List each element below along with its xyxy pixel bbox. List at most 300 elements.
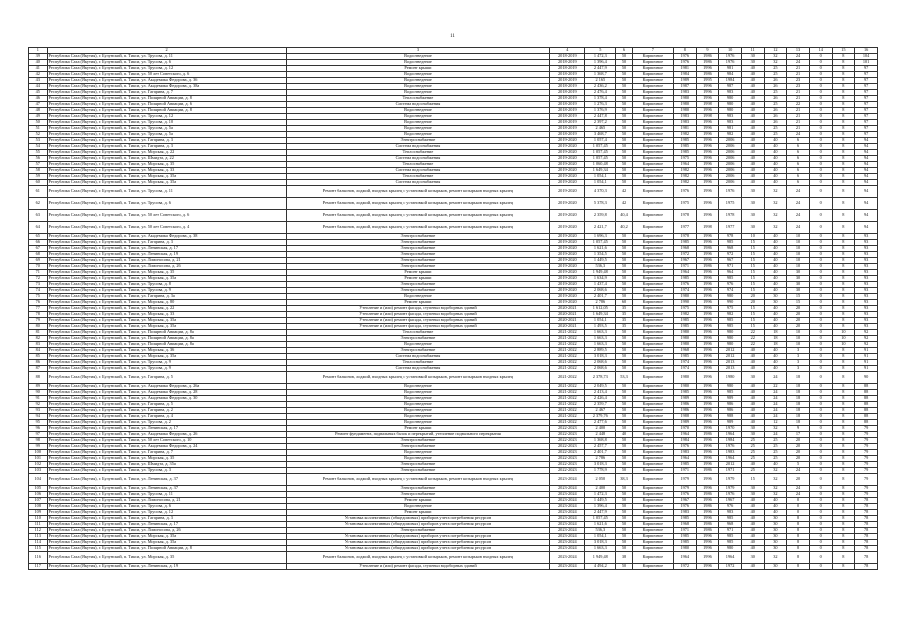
year-built-cell: 1975 [673,198,696,210]
year-repair-cell: 1964 [719,456,742,462]
total-score-cell: 88 [855,420,878,426]
year-repair-cell: 1976 [719,60,742,66]
year-cell: 1996 [696,240,719,246]
value-cell: 60 [616,300,632,306]
year-built-cell: 1985 [673,144,696,150]
period-cell: 2019-2020 [550,174,585,180]
year-built-cell: 1982 [673,180,696,186]
year-built-cell: 1980 [673,336,696,342]
value-cell: 42 [616,186,632,198]
row-number: 92 [29,402,48,408]
address-cell: Республика Саха (Якутия), г. Булунский, п. Тикси, ул. Академика Федорова, д. 24 [47,444,286,450]
wall-material-cell: Кирпичное [632,504,673,510]
score-cell: 0 [809,210,832,222]
row-number: 79 [29,318,48,324]
year-cell: 1996 [696,180,719,186]
score-cell: 0 [809,384,832,390]
score-cell: 32 [764,198,787,210]
score-cell: 32 [764,474,787,486]
period-cell: 2019-2020 [550,234,585,240]
year-repair-cell: 985 [719,390,742,396]
score-cell: 40 [741,150,764,156]
score-cell: 0 [809,294,832,300]
row-number: 113 [29,534,48,540]
score-cell: 0 [809,492,832,498]
cost-cell: 1 663,3 [585,342,616,348]
total-score-cell: 93 [855,258,878,264]
score-cell: 18 [787,414,810,420]
score-cell: 0 [809,552,832,564]
score-cell: 20 [787,456,810,462]
wall-material-cell: Кирпичное [632,288,673,294]
score-cell: 25 [764,450,787,456]
value-cell: 50 [616,174,632,180]
total-score-cell: 104 [855,54,878,60]
score-cell: 8 [832,546,855,552]
score-cell: 8 [832,402,855,408]
score-cell: 24 [764,396,787,402]
score-cell: 8 [787,528,810,534]
total-score-cell: 90 [855,372,878,384]
year-cell: 1996 [696,456,719,462]
score-cell: 8 [832,462,855,468]
score-cell: 6 [787,174,810,180]
score-cell: 8 [832,276,855,282]
score-cell: 40 [764,504,787,510]
wall-material-cell: Кирпичное [632,438,673,444]
score-cell: 30 [764,540,787,546]
score-cell: 40 [741,96,764,102]
year-cell: 1996 [696,402,719,408]
year-repair-cell: 1979 [719,474,742,486]
year-cell: 1998 [696,102,719,108]
score-cell: 8 [832,258,855,264]
score-cell: 32 [764,54,787,60]
total-score-cell: 78 [855,516,878,522]
address-cell: Республика Саха (Якутия), г. Булунский, п. Тикси, ул. Морская, д. 35а [47,540,286,546]
year-built-cell: 1972 [673,564,696,570]
address-cell: Республика Саха (Якутия), г. Булунский, п. Тикси, ул. Гагарина, д. 7 [47,90,286,96]
year-repair-cell: 1983 [719,450,742,456]
row-number: 61 [29,186,48,198]
score-cell: 0 [809,408,832,414]
work-type-cell: Водоотведение [286,456,550,462]
score-cell: 30 [741,60,764,66]
year-cell: 1996 [696,108,719,114]
year-cell: 1998 [696,222,719,234]
year-cell: 1996 [696,396,719,402]
score-cell: 40 [764,462,787,468]
row-number: 67 [29,246,48,252]
year-cell: 1996 [696,210,719,222]
period-cell: 2023-2024 [550,474,585,486]
cost-cell: 2 457,7 [585,444,616,450]
year-built-cell: 1964 [673,552,696,564]
wall-material-cell: Кирпичное [632,252,673,258]
row-number: 54 [29,144,48,150]
score-cell: 21 [787,90,810,96]
cost-cell: 1 649,34 [585,312,616,318]
score-cell: 26 [764,120,787,126]
row-number: 112 [29,528,48,534]
row-number: 96 [29,426,48,432]
wall-material-cell: Кирпичное [632,342,673,348]
total-score-cell: 78 [855,552,878,564]
score-cell: 0 [809,504,832,510]
wall-material-cell: Кирпичное [632,84,673,90]
row-number: 86 [29,360,48,366]
score-cell: 40 [764,288,787,294]
score-cell: 8 [832,426,855,432]
wall-material-cell: Кирпичное [632,60,673,66]
total-score-cell: 92 [855,336,878,342]
year-repair-cell: 986 [719,408,742,414]
wall-material-cell: Кирпичное [632,384,673,390]
total-score-cell: 88 [855,408,878,414]
score-cell: 8 [832,72,855,78]
year-repair-cell: 980 [719,342,742,348]
year-built-cell: 1981 [673,126,696,132]
total-score-cell: 88 [855,384,878,390]
score-cell: 18 [764,342,787,348]
year-repair-cell: 1967 [719,498,742,504]
period-cell: 2019-2020 [550,240,585,246]
year-built-cell: 1975 [673,156,696,162]
address-cell: Республика Саха (Якутия), г. Булунский, п. Тикси, ул. Гагарина, д. 4 [47,414,286,420]
score-cell: 8 [832,54,855,60]
year-cell: 1996 [696,342,719,348]
cost-cell: 2 889,5 [585,348,616,354]
year-built-cell: 1979 [673,474,696,486]
value-cell: 50 [616,294,632,300]
score-cell: 8 [832,180,855,186]
address-cell: Республика Саха (Якутия), г. Булунский, п. Тикси, ул. Морская, д. 35а [47,174,286,180]
row-number: 114 [29,540,48,546]
address-cell: Республика Саха (Якутия), г. Булунский, п. Тикси, ул. Полярной Авиации, д. 8 [47,96,286,102]
value-cell: 50 [616,54,632,60]
row-number: 90 [29,390,48,396]
table-row [29,210,878,222]
year-repair-cell: 2013 [719,366,742,372]
address-cell: Республика Саха (Якутия), г. Булунский, п. Тикси, ул. Трусова, д. 12 [47,510,286,516]
year-repair-cell: 985 [719,516,742,522]
score-cell: 40 [741,504,764,510]
year-repair-cell: 976 [719,282,742,288]
cost-cell: 3 018,3 [585,462,616,468]
wall-material-cell: Кирпичное [632,198,673,210]
cost-cell: 1 057,45 [585,516,616,522]
year-cell: 1986 [696,468,719,474]
score-cell: 21 [787,96,810,102]
year-built-cell: 1985 [673,150,696,156]
address-cell: Республика Саха (Якутия), г. Булунский, п. Тикси, ул. Ленинская, д. 19 [47,564,286,570]
wall-material-cell: Кирпичное [632,552,673,564]
period-cell: 2020-2021 [550,306,585,312]
period-cell: 2019-2020 [550,144,585,150]
year-built-cell: 1976 [673,504,696,510]
score-cell: 40 [741,396,764,402]
value-cell: 50 [616,258,632,264]
row-number: 105 [29,486,48,492]
year-repair-cell: 980 [719,546,742,552]
value-cell: 38,3 [616,474,632,486]
total-score-cell: 79 [855,444,878,450]
period-cell: 2023-2024 [550,552,585,564]
address-cell: Республика Саха (Якутия), г. Булунский, п. Тикси, ул. Гагарина, д. 2 [47,408,286,414]
score-cell: 21 [787,114,810,120]
row-number: 75 [29,294,48,300]
score-cell: 40 [741,360,764,366]
year-repair-cell: 1984 [719,438,742,444]
year-cell: 1998 [696,114,719,120]
header-cell: 4 [550,48,585,54]
score-cell: 18 [764,330,787,336]
table-row [29,312,878,318]
value-cell: 50 [616,402,632,408]
score-cell: 25 [764,102,787,108]
work-type-cell: Ремонт фундамента, подвальных балок и перекрытий, утепление подвального перекрытия [286,432,550,438]
score-cell: 0 [809,264,832,270]
total-score-cell: 93 [855,234,878,240]
cost-cell: 1 054,1 [585,174,616,180]
score-cell: 30 [787,282,810,288]
year-repair-cell: 2006 [719,162,742,168]
address-cell: Республика Саха (Якутия), г. Булунский, п. Тикси, ул. Морская, д. 22 [47,306,286,312]
work-type-cell: Электроснабжение [286,252,550,258]
year-cell: 1996 [696,552,719,564]
year-cell: 1996 [696,534,719,540]
period-cell: 2021-2022 [550,354,585,360]
value-cell: 50 [616,384,632,390]
period-cell: 2021-2022 [550,330,585,336]
score-cell: 40 [741,78,764,84]
year-repair-cell: 968 [719,522,742,528]
score-cell: 24 [764,372,787,384]
wall-material-cell: Кирпичное [632,180,673,186]
score-cell: 20 [787,444,810,450]
score-cell: 18 [787,384,810,390]
address-cell: Республика Саха (Якутия), г. Булунский, п. Тикси, ул. Шмидта, д. 35а [47,462,286,468]
year-cell: 1995 [696,78,719,84]
total-score-cell: 78 [855,534,878,540]
score-cell: 40 [764,252,787,258]
wall-material-cell: Кирпичное [632,360,673,366]
score-cell: 40 [764,150,787,156]
score-cell: 8 [832,390,855,396]
score-cell: 25 [764,126,787,132]
year-repair-cell: 983 [719,90,742,96]
score-cell: 20 [787,450,810,456]
score-cell: 8 [832,108,855,114]
total-score-cell: 91 [855,354,878,360]
score-cell: 25 [764,132,787,138]
address-cell: Республика Саха (Якутия), г. Булунский, п. Тикси, ул. Ломоносова, д. 21 [47,498,286,504]
total-score-cell: 94 [855,168,878,174]
row-number: 77 [29,306,48,312]
year-built-cell: 1985 [673,516,696,522]
address-cell: Республика Саха (Якутия), г. Булунский, п. Тикси, ул. Академика Федорова, д. 38а [47,84,286,90]
score-cell: 30 [764,294,787,300]
address-cell: Республика Саха (Якутия), г. Булунский, п. Тикси, ул. Морская, д. 35а [47,324,286,330]
header-cell: 9 [696,48,719,54]
header-cell: 11 [741,48,764,54]
year-cell: 1996 [696,306,719,312]
period-cell: 2021-2022 [550,342,585,348]
cost-cell: 1 621,6 [585,246,616,252]
cost-cell: 2 447,9 [585,510,616,516]
score-cell: 17 [787,432,810,438]
address-cell: Республика Саха (Якутия), г. Булунский, п. Тикси, ул. Морская, д. 35а [47,534,286,540]
row-number: 115 [29,546,48,552]
work-type-cell: Водоотведение [286,408,550,414]
address-cell: Республика Саха (Якутия), г. Булунский, п. Тикси, ул. Трусова, д. 9 [47,288,286,294]
score-cell: 25 [764,72,787,78]
score-cell: 40 [764,276,787,282]
value-cell: 50 [616,102,632,108]
wall-material-cell: Кирпичное [632,414,673,420]
value-cell: 50 [616,78,632,84]
work-type-cell: Водоотведение [286,90,550,96]
row-number: 43 [29,78,48,84]
cost-cell: 2 379,76 [585,414,616,420]
period-cell: 2023-2024 [550,516,585,522]
year-repair-cell: 980 [719,294,742,300]
total-score-cell: 94 [855,198,878,210]
score-cell: 40 [741,354,764,360]
address-cell: Республика Саха (Якутия), г. Булунский, п. Тикси, ул. 50 лет Советского, д. 4 [47,222,286,234]
score-cell: 8 [832,144,855,150]
year-repair-cell: 964 [719,270,742,276]
score-cell: 15 [741,282,764,288]
score-cell: 0 [809,486,832,492]
total-score-cell: 94 [855,210,878,222]
address-cell: Республика Саха (Якутия), г. Булунский, п. Тикси, ул. Морская, д. 35 [47,456,286,462]
score-cell: 0 [809,348,832,354]
score-cell: 32 [764,552,787,564]
score-cell: 10 [787,234,810,240]
score-cell: 40 [764,144,787,150]
wall-material-cell: Кирпичное [632,264,673,270]
score-cell: 8 [832,540,855,546]
score-cell: 25 [764,456,787,462]
work-type-cell: Система водоснабжения [286,354,550,360]
score-cell: 15 [741,276,764,282]
row-number: 83 [29,342,48,348]
wall-material-cell: Кирпичное [632,498,673,504]
score-cell: 8 [832,492,855,498]
row-number: 73 [29,282,48,288]
wall-material-cell: Кирпичное [632,492,673,498]
year-built-cell: 1976 [673,54,696,60]
wall-material-cell: Кирпичное [632,564,673,570]
score-cell: 8 [832,96,855,102]
work-type-cell: Утепление и (или) ремонт фасада, ступеньи водоборных зданий [286,324,550,330]
score-cell: 8 [832,414,855,420]
score-cell: 8 [832,210,855,222]
year-built-cell: 1984 [673,72,696,78]
period-cell: 2021-2022 [550,402,585,408]
address-cell: Республика Саха (Якутия), г. Булунский, п. Тикси, ул. Ломоносова, д. 26 [47,528,286,534]
year-repair-cell: 980 [719,96,742,102]
cost-cell: 1 060,48 [585,162,616,168]
wall-material-cell: Кирпичное [632,66,673,72]
score-cell: 40 [764,366,787,372]
work-type-cell: Ремонт балконов, лоджий, входных крылец с установкой козырьков, ремонт козырьков входных крылец [286,552,550,564]
score-cell: 32 [764,210,787,222]
score-cell: 24 [787,222,810,234]
table-row [29,306,878,312]
work-type-cell: Система водоснабжения [286,168,550,174]
year-cell: 1996 [696,462,719,468]
row-number: 84 [29,348,48,354]
score-cell: 8 [832,474,855,486]
total-score-cell: 94 [855,222,878,234]
cost-cell: 1 778,9 [585,468,616,474]
score-cell: 32 [764,486,787,492]
score-cell: 26 [764,114,787,120]
score-cell: 8 [832,528,855,534]
total-score-cell: 94 [855,162,878,168]
year-repair-cell: 1970 [719,426,742,432]
year-repair-cell: 1977 [719,222,742,234]
cost-cell: 1 276,3 [585,102,616,108]
cost-cell: 1 663,3 [585,336,616,342]
work-type-cell: Ремонт крыши [286,300,550,306]
period-cell: 2022-2023 [550,456,585,462]
score-cell: 0 [809,132,832,138]
wall-material-cell: Кирпичное [632,174,673,180]
score-cell: 40 [764,312,787,318]
score-cell: 24 [787,210,810,222]
score-cell: 0 [809,450,832,456]
year-cell: 1996 [696,486,719,492]
score-cell: 0 [809,72,832,78]
year-repair-cell: 980 [719,384,742,390]
period-cell: 2019-2020 [550,276,585,282]
table-row [29,552,878,564]
work-type-cell: Электроснабжение [286,282,550,288]
cost-cell: 2 465 [585,126,616,132]
score-cell: 8 [832,348,855,354]
period-cell: 2019-2020 [550,264,585,270]
year-repair-cell: 1971 [719,468,742,474]
year-cell: 1996 [696,288,719,294]
year-built-cell: 1983 [673,450,696,456]
value-cell: 50 [616,96,632,102]
value-cell: 50 [616,540,632,546]
year-repair-cell: 1976 [719,186,742,198]
cost-cell: 2 068,6 [585,288,616,294]
period-cell: 2019-2020 [550,282,585,288]
score-cell: 8 [832,372,855,384]
score-cell: 6 [787,180,810,186]
score-cell: 24 [787,198,810,210]
score-cell: 8 [832,270,855,276]
row-number: 108 [29,504,48,510]
year-built-cell: 1982 [673,312,696,318]
score-cell: 0 [809,288,832,294]
work-type-cell: Электроснабжение [286,264,550,270]
wall-material-cell: Кирпичное [632,528,673,534]
period-cell: 2023-2024 [550,528,585,534]
value-cell: 50 [616,522,632,528]
period-cell: 2023-2024 [550,510,585,516]
value-cell: 50 [616,234,632,240]
address-cell: Республика Саха (Якутия), г. Булунский, п. Тикси, ул. Полярной Авиации, д. 6 [47,102,286,108]
value-cell: 50 [616,414,632,420]
year-repair-cell: 983 [719,120,742,126]
score-cell: 21 [787,66,810,72]
